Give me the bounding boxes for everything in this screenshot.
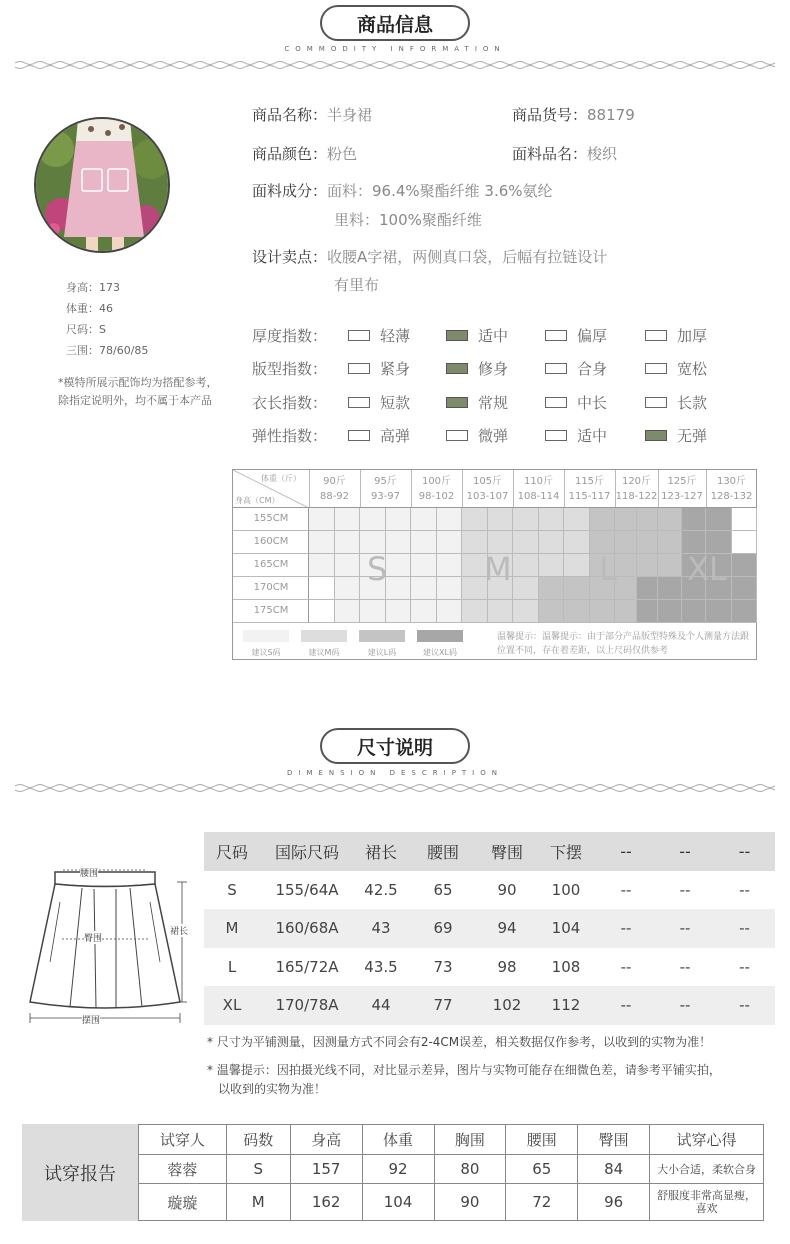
- trial-cell: 96: [578, 1184, 650, 1221]
- size-cell: [658, 508, 682, 531]
- index-option: [348, 325, 410, 346]
- model-note: *模特所展示配饰均为搭配参考，除指定说明外，均不属于本产品: [58, 376, 218, 407]
- size-cell: [564, 531, 590, 554]
- index-option-label: 偏厚: [577, 327, 608, 345]
- index-option-label: 宽松: [677, 360, 708, 378]
- size-cell: [411, 577, 437, 600]
- grid-line: [360, 470, 361, 508]
- dimension-cell: 69: [433, 919, 453, 938]
- size-chart-tip: 温馨提示：温馨提示：由于部分产品版型特殊及个人测量方法跟位置不同，存在着差距，以上尺码仅供参考: [497, 632, 750, 656]
- dimension-note-2-cont: 以收到的实物为准！: [218, 1082, 327, 1096]
- dimension-cell: --: [739, 957, 750, 976]
- size-cell: [309, 554, 335, 577]
- dimension-table: [204, 832, 775, 1025]
- diagram-hip-label: 臀围: [84, 931, 102, 944]
- height-cell: [233, 600, 309, 623]
- dimension-cell: 108: [551, 957, 581, 976]
- height-cell: [233, 554, 309, 577]
- model-weight: 体重：46: [66, 302, 113, 315]
- checked-box-icon: [446, 363, 468, 374]
- size-cell: [658, 531, 682, 554]
- size-cell: [335, 600, 361, 623]
- diagram-waist-label: 腰围: [80, 866, 98, 879]
- dimension-cell: 43.5: [364, 957, 398, 976]
- size-cell: [682, 508, 706, 531]
- trial-header-cell: 体重: [362, 1125, 434, 1155]
- unchecked-box-icon: [545, 363, 567, 374]
- size-cell: [732, 577, 758, 600]
- grid-line: [706, 470, 707, 508]
- trial-cell: M: [226, 1184, 290, 1221]
- size-cell: [732, 531, 758, 554]
- index-option: [545, 325, 607, 346]
- dimension-row: [204, 871, 775, 910]
- weight-header: [615, 474, 658, 504]
- dimension-cell: --: [739, 996, 750, 1015]
- grid-line: [615, 470, 616, 508]
- index-label: 厚度指数：: [252, 327, 328, 345]
- corner-weight-label: 体重（斤）: [261, 474, 301, 483]
- trial-cell: 80: [434, 1154, 506, 1184]
- dimension-cell: 73: [433, 957, 453, 976]
- size-cell: [309, 508, 335, 531]
- size-cell: [539, 508, 565, 531]
- index-option: [446, 358, 508, 379]
- dimension-cell: S: [227, 880, 237, 899]
- size-cell: [386, 531, 412, 554]
- dimension-row: [204, 948, 775, 987]
- trial-cell: 84: [578, 1154, 650, 1184]
- index-option: [348, 392, 410, 413]
- section-title-commodity: 商品信息: [320, 5, 470, 41]
- weight-jin: 90斤: [323, 476, 346, 487]
- index-option: [446, 425, 508, 446]
- weight-range: 118-122: [615, 491, 658, 502]
- dimension-cell: 102: [492, 996, 522, 1015]
- size-cell: [637, 554, 659, 577]
- size-cell: [411, 554, 437, 577]
- legend-swatch: [301, 630, 347, 642]
- model-height: 身高：173: [66, 281, 120, 294]
- dimension-cell: --: [679, 880, 691, 899]
- size-zone-label: XL: [687, 550, 727, 588]
- trial-cell: 璇璇: [139, 1184, 227, 1221]
- trial-header-cell: 试穿人: [139, 1125, 227, 1155]
- size-cell: [637, 531, 659, 554]
- size-cell: [462, 600, 488, 623]
- index-option-label: 常规: [478, 394, 509, 412]
- legend-label: 建议XL码: [423, 648, 457, 657]
- weight-header: [513, 474, 564, 504]
- trial-cell: 72: [506, 1184, 578, 1221]
- size-cell: [360, 508, 386, 531]
- size-cell: [615, 600, 637, 623]
- product-name: 商品名称：半身裙: [252, 106, 373, 124]
- size-cell: [658, 577, 682, 600]
- dimension-row: [204, 909, 775, 948]
- grid-line: [309, 470, 310, 508]
- dimension-header-cell: --: [679, 841, 691, 861]
- size-cell: [411, 508, 437, 531]
- index-option: [645, 425, 707, 446]
- dimension-cell: 170/78A: [275, 996, 339, 1015]
- trial-header-cell: 胸围: [434, 1125, 506, 1155]
- size-cell: [590, 508, 616, 531]
- size-cell: [437, 531, 463, 554]
- size-cell: [539, 600, 565, 623]
- size-cell: [564, 600, 590, 623]
- trial-row: [139, 1154, 764, 1184]
- unchecked-box-icon: [348, 330, 370, 341]
- height-label: 160CM: [253, 536, 289, 547]
- weight-range: 115-117: [568, 491, 611, 502]
- size-cell: [513, 577, 539, 600]
- product-code: 商品货号：88179: [512, 106, 635, 124]
- index-option: [446, 325, 508, 346]
- dimension-cell: 90: [497, 880, 517, 899]
- trial-cell: 大小合适，柔软合身: [650, 1154, 764, 1184]
- dimension-header-cell: 下摆: [549, 842, 582, 862]
- size-recommendation-chart: [232, 469, 757, 660]
- index-option: [645, 325, 707, 346]
- unchecked-box-icon: [545, 397, 567, 408]
- size-cell: [437, 508, 463, 531]
- trial-cell: 92: [362, 1154, 434, 1184]
- size-cell: [488, 508, 514, 531]
- index-option-label: 长款: [677, 394, 708, 412]
- dimension-cell: --: [620, 919, 632, 938]
- trial-header-row: [139, 1125, 764, 1155]
- dimension-cell: --: [620, 957, 632, 976]
- unchecked-box-icon: [645, 397, 667, 408]
- corner-height-label: 身高（CM）: [235, 496, 280, 505]
- size-cell: [437, 600, 463, 623]
- index-option-label: 短款: [380, 394, 411, 412]
- weight-range: 88-92: [319, 491, 350, 502]
- weight-jin: 95斤: [374, 476, 397, 487]
- dimension-cell: 165/72A: [275, 957, 339, 976]
- index-option-label: 加厚: [677, 327, 708, 345]
- trial-row: [139, 1184, 764, 1221]
- index-option-label: 适中: [478, 327, 509, 345]
- size-cell: [462, 508, 488, 531]
- weight-range: 123-127: [661, 491, 703, 502]
- trial-header-cell: 码数: [226, 1125, 290, 1155]
- size-cell: [360, 600, 386, 623]
- size-cell: [539, 531, 565, 554]
- trial-header-cell: 臀围: [578, 1125, 650, 1155]
- model-measurements: 三围：78/60/85: [66, 344, 149, 357]
- index-option: [645, 392, 707, 413]
- size-cell: [437, 577, 463, 600]
- unchecked-box-icon: [645, 330, 667, 341]
- dimension-cell: --: [620, 996, 632, 1015]
- dimension-cell: 44: [371, 996, 391, 1015]
- size-cell: [335, 577, 361, 600]
- size-zone-label: L: [599, 550, 617, 588]
- height-label: 175CM: [253, 605, 289, 616]
- index-option-label: 中长: [577, 394, 608, 412]
- size-cell: [658, 554, 682, 577]
- size-cell: [539, 554, 565, 577]
- dimension-cell: 100: [551, 880, 581, 899]
- index-label: 弹性指数：: [252, 427, 328, 445]
- index-option: [446, 392, 508, 413]
- legend-swatch: [417, 630, 463, 642]
- dimension-cell: --: [739, 880, 750, 899]
- dimension-header-cell: 尺码: [215, 842, 248, 862]
- wave-divider: [15, 60, 775, 70]
- diagram-length-label: 裙长: [170, 924, 188, 937]
- weight-jin: 105斤: [472, 476, 503, 487]
- trial-report-label: 试穿报告: [22, 1124, 138, 1221]
- index-option-label: 无弹: [677, 427, 708, 445]
- size-cell: [411, 531, 437, 554]
- trial-header-cell: 身高: [290, 1125, 362, 1155]
- dimension-cell: --: [679, 996, 691, 1015]
- legend-swatch: [359, 630, 405, 642]
- product-composition-lining: 里料：100%聚酯纤维: [334, 211, 482, 229]
- size-cell: [564, 554, 590, 577]
- dimension-cell: --: [679, 919, 691, 938]
- trial-cell: S: [226, 1154, 290, 1184]
- height-cell: [233, 508, 309, 531]
- weight-header: [564, 474, 615, 504]
- dimension-note-2: * 温馨提示：因拍摄光线不同，对比显示差异，图片与实物可能存在细微色差，请参考平铺实拍，: [207, 1063, 721, 1077]
- unchecked-box-icon: [348, 397, 370, 408]
- trial-cell: 90: [434, 1184, 506, 1221]
- index-option-label: 紧身: [380, 360, 411, 378]
- dimension-cell: 94: [497, 919, 517, 938]
- index-option-label: 微弹: [478, 427, 509, 445]
- dimension-cell: --: [679, 957, 691, 976]
- section-subtitle-commodity: COMMODITY INFORMATION: [284, 45, 506, 53]
- unchecked-box-icon: [446, 430, 468, 441]
- unchecked-box-icon: [348, 363, 370, 374]
- index-option-label: 高弹: [380, 427, 411, 445]
- dimension-cell: 77: [433, 996, 453, 1015]
- unchecked-box-icon: [645, 363, 667, 374]
- skirt-diagram: [20, 862, 195, 1027]
- weight-header: [411, 474, 462, 504]
- size-cell: [615, 531, 637, 554]
- size-cell: [513, 554, 539, 577]
- dimension-header-cell: 臀围: [490, 842, 523, 862]
- size-cell: [637, 577, 659, 600]
- dimension-note-1: * 尺寸为平铺测量，因测量方式不同会有2-4CM误差，相关数据仅作参考，以收到的实物为准！: [207, 1035, 712, 1049]
- checked-box-icon: [645, 430, 667, 441]
- legend-swatch: [243, 630, 289, 642]
- weight-jin: 130斤: [716, 476, 747, 487]
- dimension-cell: 155/64A: [275, 880, 339, 899]
- height-label: 170CM: [253, 582, 289, 593]
- size-cell: [706, 508, 732, 531]
- size-cell: [615, 577, 637, 600]
- size-cell: [513, 600, 539, 623]
- size-cell: [386, 554, 412, 577]
- size-cell: [732, 600, 758, 623]
- size-cell: [732, 508, 758, 531]
- weight-jin: 100斤: [421, 476, 452, 487]
- size-cell: [309, 531, 335, 554]
- product-composition: 面料成分：面料：96.4%聚酯纤维 3.6%氨纶: [252, 182, 553, 200]
- dimension-cell: M: [225, 919, 239, 938]
- size-cell: [335, 531, 361, 554]
- size-cell: [615, 554, 637, 577]
- height-cell: [233, 577, 309, 600]
- model-size: 尺码：S: [66, 323, 106, 336]
- grid-line: [513, 470, 514, 508]
- trial-cell: 162: [290, 1184, 362, 1221]
- legend-label: 建议S码: [251, 648, 281, 657]
- index-option-label: 轻薄: [380, 327, 411, 345]
- size-cell: [615, 508, 637, 531]
- weight-jin: 110斤: [523, 476, 554, 487]
- dimension-cell: 98: [497, 957, 517, 976]
- dimension-cell: L: [227, 957, 237, 976]
- index-option: [545, 358, 607, 379]
- grid-line: [411, 470, 412, 508]
- dimension-cell: 42.5: [364, 880, 398, 899]
- index-option-label: 修身: [478, 360, 509, 378]
- size-cell: [706, 600, 732, 623]
- index-option: [545, 392, 607, 413]
- index-label: 衣长指数：: [252, 394, 328, 412]
- product-color: 商品颜色：粉色: [252, 145, 358, 163]
- index-option: [645, 358, 707, 379]
- dimension-cell: XL: [222, 996, 242, 1015]
- size-zone-label: S: [367, 550, 388, 588]
- size-cell: [411, 600, 437, 623]
- section-title-dimension: 尺寸说明: [320, 728, 470, 764]
- size-cell: [539, 577, 565, 600]
- size-cell: [637, 600, 659, 623]
- unchecked-box-icon: [348, 430, 370, 441]
- grid-line: [462, 470, 463, 508]
- legend-label: 建议L码: [367, 648, 397, 657]
- size-zone-label: M: [484, 550, 512, 588]
- weight-range: 98-102: [418, 491, 455, 502]
- weight-jin: 115斤: [574, 476, 605, 487]
- trial-cell: 蓉蓉: [139, 1154, 227, 1184]
- trial-header-cell: 腰围: [506, 1125, 578, 1155]
- weight-jin: 125斤: [667, 476, 697, 487]
- checked-box-icon: [446, 330, 468, 341]
- weight-header: [309, 474, 360, 504]
- dimension-header-cell: 国际尺码: [274, 842, 339, 862]
- dimension-cell: --: [620, 880, 632, 899]
- trial-cell: 104: [362, 1184, 434, 1221]
- unchecked-box-icon: [545, 430, 567, 441]
- dimension-cell: 104: [551, 919, 581, 938]
- model-stats: [66, 277, 148, 361]
- height-label: 155CM: [253, 513, 289, 524]
- legend-label: 建议M码: [308, 648, 340, 657]
- dimension-row: [204, 986, 775, 1025]
- size-cell: [437, 554, 463, 577]
- index-label: 版型指数：: [252, 360, 328, 378]
- height-label: 165CM: [253, 559, 289, 570]
- section-subtitle-dimension: DIMENSION DESCRIPTION: [286, 769, 503, 777]
- product-fabric-name: 面料品名：梭织: [512, 145, 618, 163]
- trial-report: [22, 1124, 764, 1221]
- diagram-hem-label: 摆围: [82, 1013, 100, 1026]
- size-cell: [658, 600, 682, 623]
- height-cell: [233, 531, 309, 554]
- size-cell: [732, 554, 758, 577]
- size-cell: [564, 577, 590, 600]
- model-photo: [34, 117, 170, 253]
- dimension-cell: 43: [371, 919, 391, 938]
- size-cell: [335, 508, 361, 531]
- index-option: [348, 425, 410, 446]
- product-design: 设计卖点：收腰A字裙，两侧真口袋，后幅有拉链设计: [252, 248, 608, 266]
- dimension-header-cell: 裙长: [364, 842, 397, 862]
- index-option-label: 合身: [577, 360, 608, 378]
- dimension-header-cell: --: [738, 841, 751, 861]
- dimension-header-cell: --: [620, 841, 632, 861]
- weight-header: [360, 474, 411, 504]
- trial-cell: 157: [290, 1154, 362, 1184]
- trial-cell: 舒服度非常高显瘦，喜欢: [650, 1184, 764, 1221]
- size-cell: [309, 577, 335, 600]
- index-option: [348, 358, 410, 379]
- size-cell: [386, 508, 412, 531]
- checked-box-icon: [446, 397, 468, 408]
- weight-jin: 120斤: [621, 476, 652, 487]
- unchecked-box-icon: [545, 330, 567, 341]
- product-design-lining: 有里布: [334, 276, 380, 294]
- wave-divider: [15, 783, 775, 793]
- size-cell: [386, 577, 412, 600]
- trial-cell: 65: [506, 1154, 578, 1184]
- size-cell: [386, 600, 412, 623]
- grid-line: [658, 470, 659, 508]
- weight-range: 108-114: [517, 491, 560, 502]
- size-cell: [488, 600, 514, 623]
- dimension-cell: 112: [551, 996, 581, 1015]
- size-cell: [590, 600, 616, 623]
- trial-header-cell: 试穿心得: [650, 1125, 764, 1155]
- dimension-header-cell: 腰围: [426, 842, 459, 862]
- dimension-cell: 160/68A: [275, 919, 339, 938]
- trial-report-table: [138, 1124, 764, 1221]
- size-cell: [682, 600, 706, 623]
- dimension-cell: 65: [433, 880, 453, 899]
- size-cell: [309, 600, 335, 623]
- index-option-label: 适中: [577, 427, 608, 445]
- weight-header: [462, 474, 513, 504]
- size-cell: [637, 508, 659, 531]
- dimension-cell: --: [739, 919, 750, 938]
- weight-range: 93-97: [370, 491, 401, 502]
- size-cell: [513, 531, 539, 554]
- size-cell: [335, 554, 361, 577]
- weight-header: [658, 474, 706, 504]
- weight-range: 103-107: [466, 491, 509, 502]
- grid-line: [564, 470, 565, 508]
- dimension-header-row: [204, 832, 775, 871]
- size-cell: [564, 508, 590, 531]
- weight-range: 128-132: [710, 491, 753, 502]
- size-cell: [513, 508, 539, 531]
- weight-header: [706, 474, 757, 504]
- index-option: [545, 425, 607, 446]
